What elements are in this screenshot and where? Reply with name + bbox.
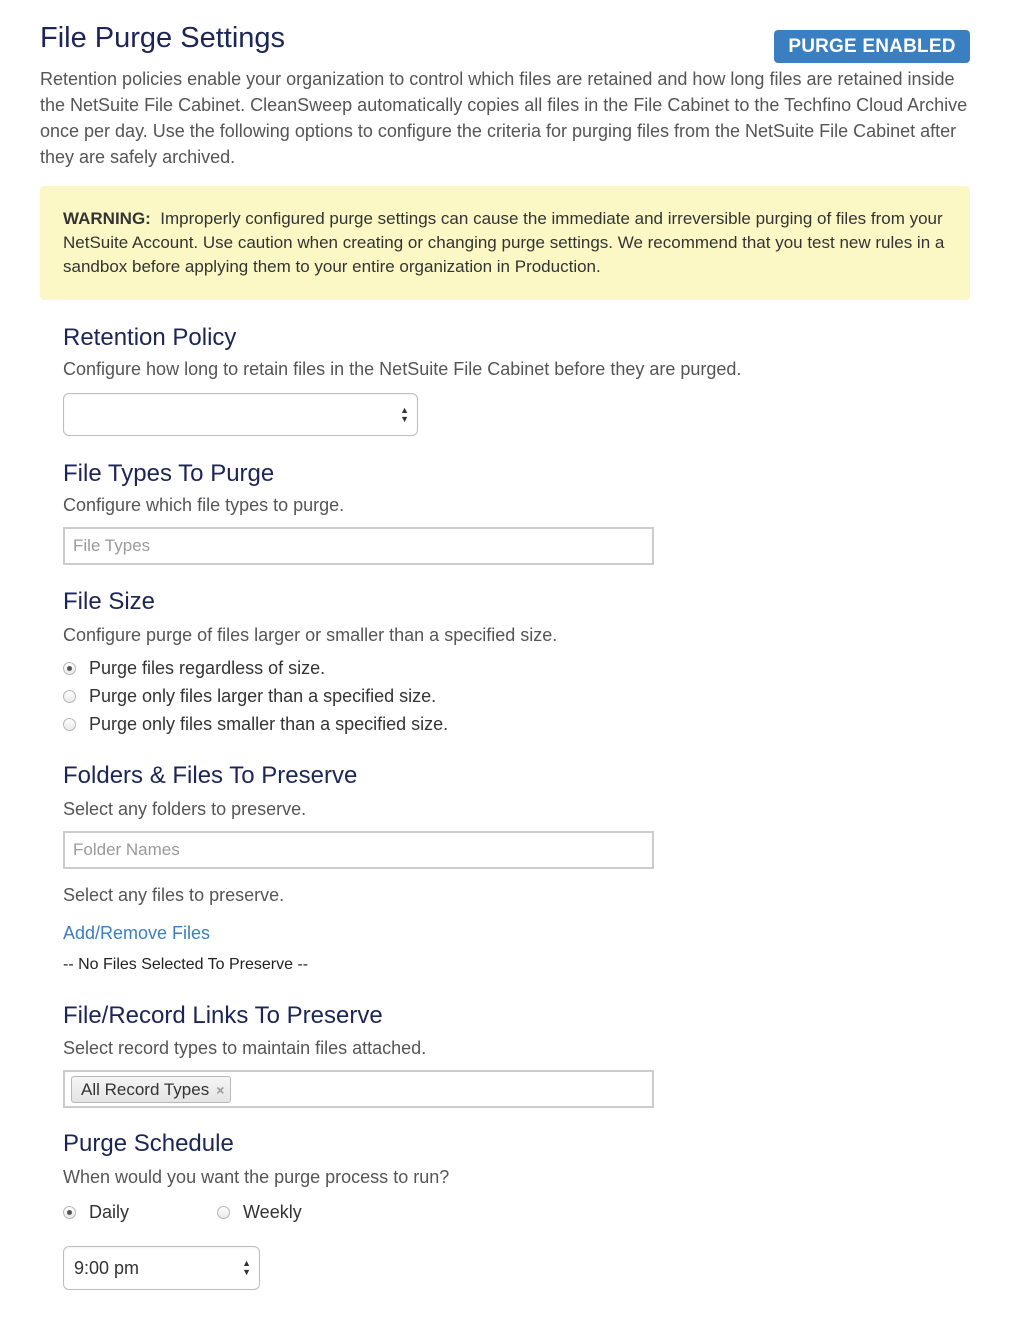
radio-button-icon[interactable]	[63, 718, 76, 731]
file-size-option-smaller[interactable]	[63, 714, 448, 735]
warning-text: Improperly configured purge settings can cause the immediate and irreversible purging of files from your NetSuite Account. Use caution when creating or changing purge settings. We recommend that you test new rules in a sandbox before applying them to your entire organization in Production.	[63, 209, 945, 276]
warning-label: WARNING:	[63, 209, 151, 228]
file-size-option-label: Purge only files larger than a specified size.	[89, 686, 437, 706]
file-size-description: Configure purge of files larger or smaller than a specified size.	[63, 625, 558, 645]
file-types-input[interactable]	[63, 527, 654, 565]
schedule-option-weekly[interactable]	[217, 1202, 302, 1223]
radio-button-icon[interactable]	[217, 1206, 230, 1219]
warning-alert	[40, 186, 970, 300]
add-remove-files-link[interactable]: Add/Remove Files	[63, 923, 211, 943]
file-size-option-larger[interactable]	[63, 686, 436, 707]
radio-button-icon[interactable]	[63, 1206, 76, 1219]
retention-policy-description: Configure how long to retain files in the NetSuite File Cabinet before they are purged.	[63, 359, 742, 379]
retention-policy-select[interactable]	[63, 393, 418, 436]
preserve-title: Folders & Files To Preserve	[63, 762, 358, 789]
radio-button-icon[interactable]	[63, 690, 76, 703]
record-type-tag	[71, 1076, 231, 1103]
schedule-description: When would you want the purge process to run?	[63, 1167, 450, 1187]
schedule-time-select[interactable]	[63, 1246, 260, 1290]
retention-policy-title: Retention Policy	[63, 324, 237, 351]
preserve-files-description: Select any files to preserve.	[63, 885, 285, 905]
schedule-time-value: 9:00 pm	[74, 1257, 140, 1278]
file-types-description: Configure which file types to purge.	[63, 495, 345, 515]
file-size-option-regardless[interactable]	[63, 658, 325, 679]
file-size-option-label: Purge only files smaller than a specified size.	[89, 714, 449, 734]
no-files-selected-text: -- No Files Selected To Preserve --	[63, 956, 309, 973]
record-links-title: File/Record Links To Preserve	[63, 1002, 383, 1029]
radio-button-icon[interactable]	[63, 662, 76, 675]
folder-names-input[interactable]	[63, 831, 654, 869]
file-size-option-label: Purge files regardless of size.	[89, 658, 326, 678]
preserve-folders-description: Select any folders to preserve.	[63, 799, 307, 819]
schedule-title: Purge Schedule	[63, 1130, 234, 1157]
schedule-frequency-group	[63, 1200, 302, 1224]
schedule-option-daily[interactable]	[63, 1202, 129, 1223]
page-title: File Purge Settings	[40, 22, 286, 54]
file-types-title: File Types To Purge	[63, 460, 275, 487]
record-links-description: Select record types to maintain files attached.	[63, 1038, 427, 1058]
intro-text: Retention policies enable your organization to control which files are retained and how long files are retained inside the NetSuite File Cabinet. CleanSweep automatically copies all files in the File Cabinet to the Techfino Cloud Archive once per day. Use the following options to configure the criteria for purging files from the NetSuite File Cabinet after they are safely archived.	[40, 69, 968, 167]
up-down-arrows-icon: ▲ ▼	[242, 1258, 251, 1277]
file-size-title: File Size	[63, 588, 156, 615]
record-type-tag-label: All Record Types	[81, 1079, 210, 1099]
status-badge: PURGE ENABLED	[774, 30, 970, 63]
schedule-option-label: Weekly	[243, 1201, 302, 1222]
schedule-option-label: Daily	[89, 1201, 130, 1222]
up-down-arrows-icon: ▲ ▼	[400, 404, 409, 424]
close-icon[interactable]: ×	[216, 1081, 225, 1098]
record-types-input[interactable]	[63, 1070, 654, 1108]
